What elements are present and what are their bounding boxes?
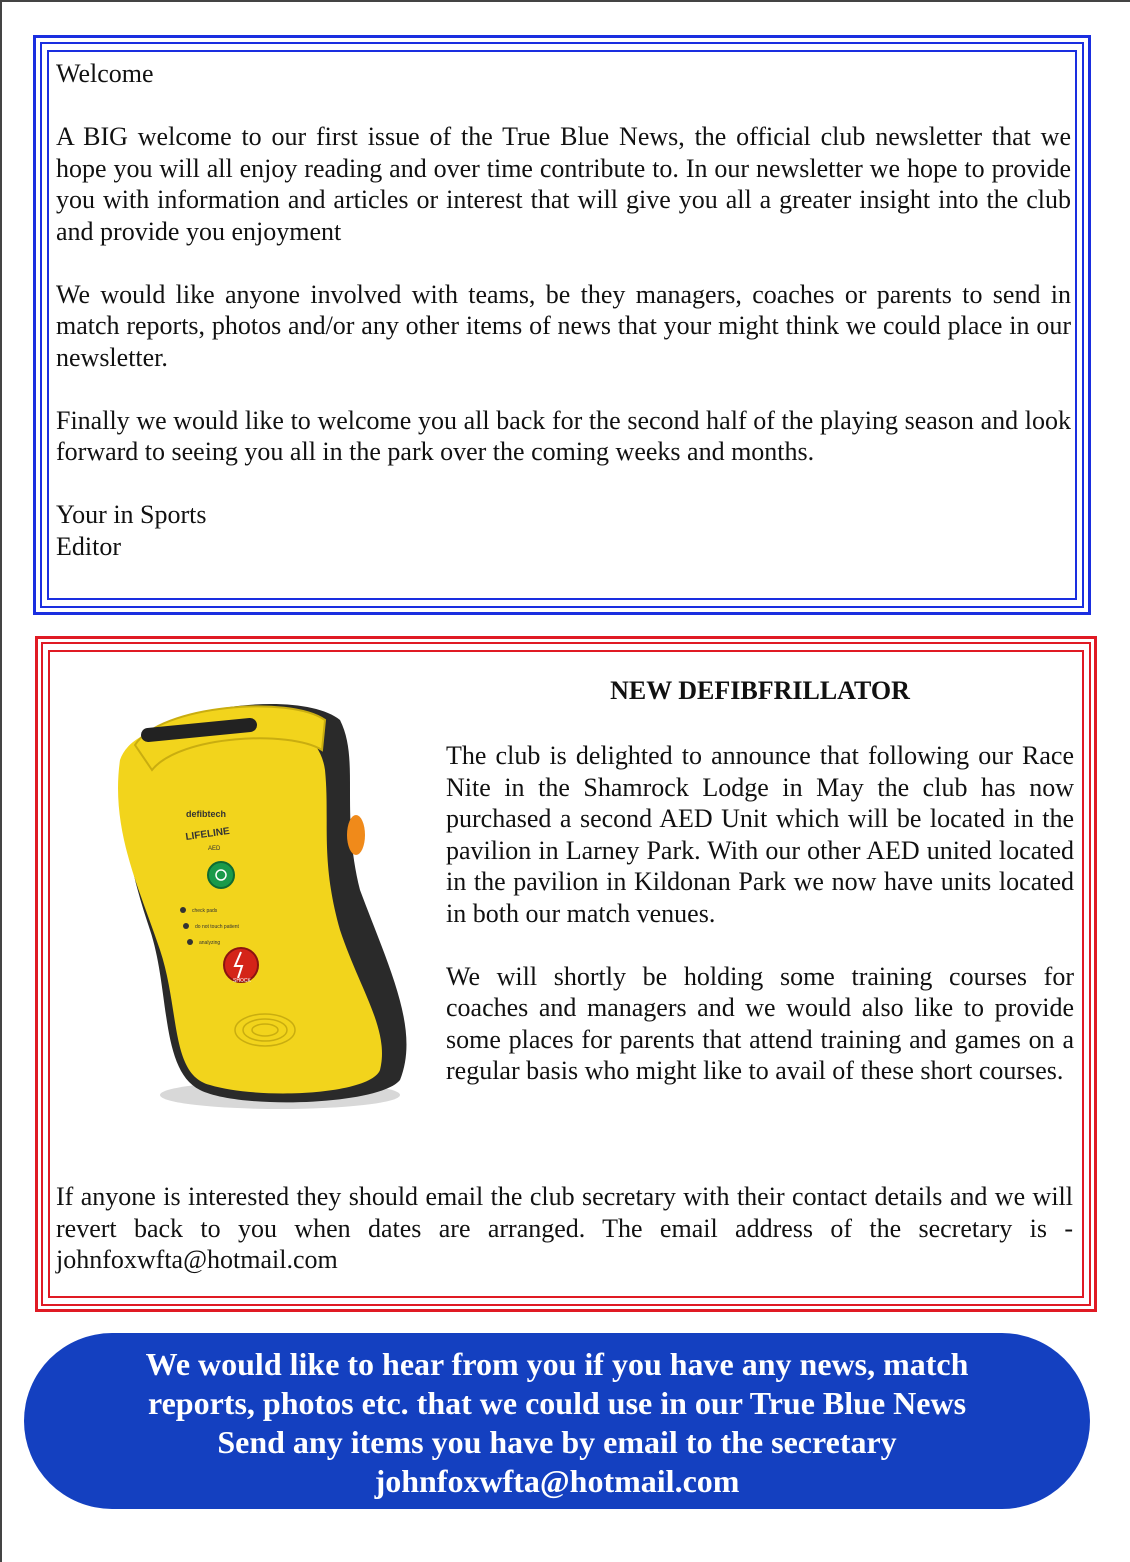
status-light-1: [180, 907, 186, 913]
banner-line-3: Send any items you have by email to the secretary: [217, 1424, 897, 1460]
defib-title: NEW DEFIBFRILLATOR: [610, 676, 910, 705]
defib-paragraph-1: The club is delighted to announce that following our Race Nite in the Shamrock Lodge in May the club has now purchased a second AED Unit which will be located in the pavilion in Larney Park. With our other AED united located in the pavilion in Kildonan Park we now have units located in both our match venues.: [446, 741, 1074, 928]
welcome-heading: Welcome: [56, 59, 154, 88]
aed-status-label-3: analyzing: [199, 940, 221, 946]
welcome-paragraph-3: Finally we would like to welcome you all back for the second half of the playing season and look forward to seeing you all in the park over the coming weeks and months.: [56, 405, 1071, 466]
defib-column-text: [446, 740, 1074, 1118]
contact-banner: [24, 1333, 1090, 1509]
status-light-2: [183, 923, 189, 929]
welcome-signature: Editor: [56, 531, 121, 561]
aed-brand-label: defibtech: [186, 809, 227, 819]
aed-power-button: [208, 862, 234, 888]
aed-handle-grip: [148, 725, 250, 735]
aed-status-label-2: do not touch patient: [195, 924, 239, 930]
welcome-paragraph-2: We would like anyone involved with teams, be they managers, coaches or parents to send in match reports, photos and/or any other items of news that your might think we could place in our newsletter.: [56, 279, 1071, 372]
banner-line-1: We would like to hear from you if you have any news, match: [145, 1346, 969, 1382]
defib-footer-text: If anyone is interested they should email the club secretary with their contact details and we will revert back to you when dates are arranged. The email address of the secretary is - johnfoxwfta@hotmail.com: [56, 1182, 1073, 1274]
status-light-3: [187, 939, 193, 945]
aed-status-label-1: check pads: [192, 908, 218, 914]
page-edge-top: [0, 0, 1130, 2]
aed-shock-label: SHOCK: [233, 978, 251, 984]
page-edge-left: [0, 0, 2, 1562]
defib-paragraph-2: We will shortly be holding some training courses for coaches and managers and we would also like to provide some places for parents that attend training and games on a regular basis who might like to avail of these short courses.: [446, 961, 1074, 1085]
aed-product-label: LIFELINE: [184, 825, 231, 843]
aed-device-image: [90, 690, 420, 1120]
welcome-section: [56, 58, 1071, 562]
banner-email: johnfoxwfta@hotmail.com: [374, 1463, 740, 1499]
aed-side-button: [347, 815, 365, 855]
welcome-signoff: Your in Sports: [56, 500, 207, 529]
banner-line-2: reports, photos etc. that we could use in our True Blue News: [147, 1385, 967, 1421]
aed-model-label: AED: [208, 846, 221, 852]
welcome-paragraph-1: A BIG welcome to our first issue of the True Blue News, the official club newsletter that we hope you will all enjoy reading and over time contribute to. In our newsletter we hope to provide you with information and articles or interest that will give you all a greater insight into the club and provide you enjoyment: [56, 122, 1071, 246]
